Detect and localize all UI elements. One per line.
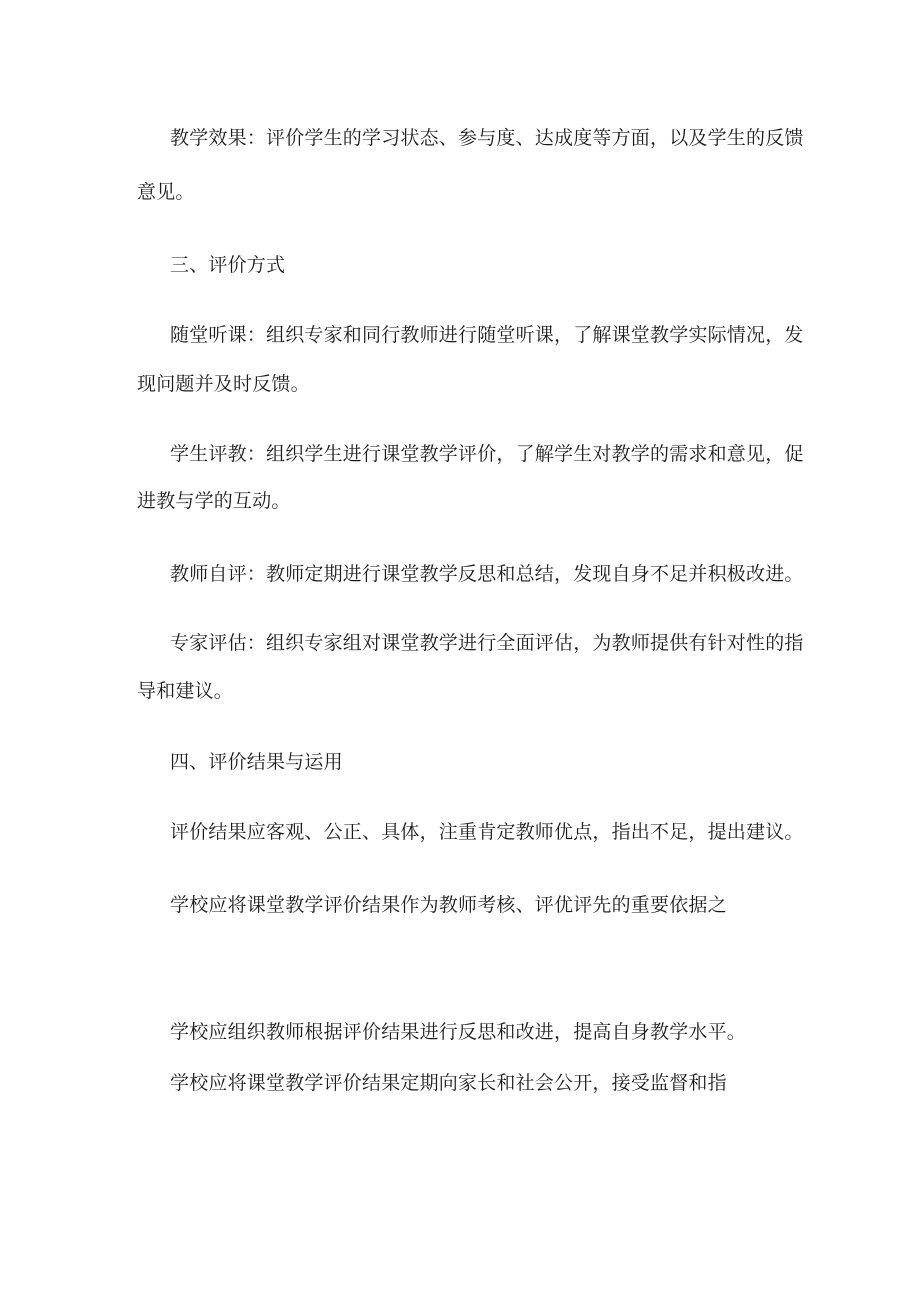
section-heading-results-and-application: 四、评价结果与运用: [170, 751, 343, 773]
paragraph-teacher-self-evaluation: 教师自评：教师定期进行课堂教学反思和总结，发现自身不足并积极改进。: [170, 563, 804, 585]
paragraph-teaching-effect-line-2: 意见。: [137, 181, 195, 203]
paragraph-student-evaluation-line-1: 学生评教：组织学生进行课堂教学评价，了解学生对教学的需求和意见，促: [170, 443, 804, 465]
paragraph-student-evaluation-line-2: 进教与学的互动。: [137, 490, 291, 512]
paragraph-class-observation-line-1: 随堂听课：组织专家和同行教师进行随堂听课，了解课堂教学实际情况，发: [170, 324, 804, 346]
paragraph-public-disclosure: 学校应将课堂教学评价结果定期向家长和社会公开，接受监督和指: [170, 1072, 727, 1094]
paragraph-reflection-and-improvement: 学校应组织教师根据评价结果进行反思和改进，提高自身教学水平。: [170, 1021, 747, 1043]
paragraph-expert-assessment-line-1: 专家评估：组织专家组对课堂教学进行全面评估，为教师提供有针对性的指: [170, 632, 804, 654]
paragraph-teaching-effect-line-1: 教学效果：评价学生的学习状态、参与度、达成度等方面，以及学生的反馈: [170, 127, 804, 149]
paragraph-class-observation-line-2: 现问题并及时反馈。: [137, 373, 310, 395]
section-heading-evaluation-methods: 三、评价方式: [170, 254, 286, 276]
paragraph-results-as-basis: 学校应将课堂教学评价结果作为教师考核、评优评先的重要依据之: [170, 894, 727, 916]
paragraph-results-principles: 评价结果应客观、公正、具体，注重肯定教师优点，指出不足，提出建议。: [170, 821, 804, 843]
paragraph-expert-assessment-line-2: 导和建议。: [137, 680, 234, 702]
